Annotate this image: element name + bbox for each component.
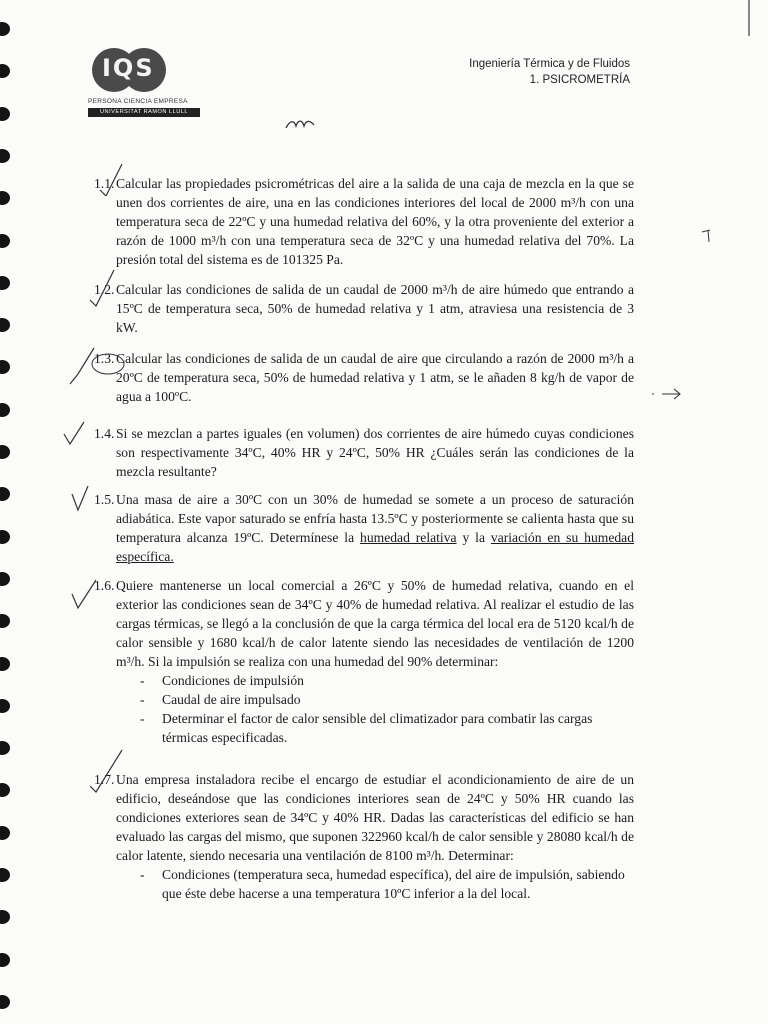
binding-hole bbox=[0, 995, 10, 1009]
binding-hole bbox=[0, 699, 10, 713]
binding-hole bbox=[0, 107, 10, 121]
check-mark-icon bbox=[70, 578, 98, 610]
iqs-logo-mark bbox=[92, 48, 166, 92]
check-mark-icon bbox=[62, 420, 86, 446]
underlined-specific-humidity: variación en su humedad específica. bbox=[116, 530, 635, 564]
binding-hole bbox=[0, 953, 10, 967]
problem-number: 1.1. bbox=[94, 176, 115, 191]
binding-hole bbox=[0, 360, 10, 374]
logo-mark-text: IQS bbox=[102, 54, 155, 82]
check-mark-icon bbox=[70, 484, 92, 512]
page-header bbox=[469, 56, 630, 88]
problem-text: Calcular las condiciones de salida de un caudal de 2000 m³/h de aire húmedo que entrando a 15ºC de temperatura seca, 50% de humedad relativa y 1 atm, atraviesa una resistencia de 3 kW. bbox=[116, 282, 634, 335]
problem-text: Calcular las propiedades psicrométricas del aire a la salida de una caja de mezcla en la que se unen dos corrientes de aire, una en las condiciones interiores del local de 2000 m³/h con una temperatura seca de 22ºC y una humedad relativa del 60%, y la otra proveniente del exterior a razón de 1000 m³/h con una temperatura seca de 32ºC y una humedad relativa del 70%. La presión total del sistema es de 101325 Pa. bbox=[116, 176, 634, 267]
problem-text: Calcular las condiciones de salida de un caudal de aire que circulando a razón de 2000 m³/h a 20ºC de temperatura seca, 50% de humedad relativa y 1 atm, se le añaden 8 kg/h de vapor de agua a 100ºC. bbox=[116, 351, 634, 404]
logo-tagline: PERSONA CIENCIA EMPRESA bbox=[88, 98, 188, 105]
check-mark-circled-icon bbox=[66, 344, 126, 390]
binding-hole bbox=[0, 614, 10, 628]
binding-hole bbox=[0, 910, 10, 924]
check-mark-icon bbox=[96, 162, 126, 196]
problem-1-7 bbox=[94, 770, 634, 903]
problem-text: Si se mezclan a partes iguales (en volumen) dos corrientes de aire húmedo cuyas condiciones son respectivamente 34ºC, 40% HR y 24ºC, 50% HR ¿Cuáles serán las condiciones de la mezcla resultante? bbox=[116, 426, 634, 479]
spiral-binding bbox=[0, 0, 16, 1024]
binding-hole bbox=[0, 826, 10, 840]
problem-1-5 bbox=[94, 490, 634, 566]
problem-1-4 bbox=[94, 424, 634, 481]
problem-number: 1.3. bbox=[94, 351, 115, 366]
check-mark-icon bbox=[86, 748, 126, 794]
problem-1-2 bbox=[94, 280, 634, 337]
binding-hole bbox=[0, 234, 10, 248]
underlined-relative-humidity: humedad relativa bbox=[360, 530, 457, 545]
binding-hole bbox=[0, 64, 10, 78]
binding-hole bbox=[0, 530, 10, 544]
logo-university: UNIVERSITAT RAMON LLULL bbox=[100, 109, 188, 115]
problem-1-6-list bbox=[94, 671, 634, 747]
binding-hole bbox=[0, 487, 10, 501]
problem-1-1 bbox=[94, 174, 634, 269]
problem-1-6 bbox=[94, 576, 634, 747]
list-item: - Condiciones (temperatura seca, humedad específica), del aire de impulsión, sabiendo que éste debe hacerse a una temperatura 10ºC inferior a la del local. bbox=[140, 865, 634, 903]
problem-number: 1.2. bbox=[94, 282, 115, 297]
problem-text: Una empresa instaladora recibe el encargo de estudiar el acondicionamiento de aire de un edificio, deseándose que las condiciones interiores sean de 24ºC y 50% HR cuando las condiciones exteriores sean de 34ºC y 40% HR. Dadas las características del edificio se han evaluado las cargas del mismo, que suponen 322960 kcal/h de calor sensible y 28080 kcal/h de calor latente, siendo necesaria una ventilación de 8100 m³/h. Determinar: bbox=[116, 772, 634, 863]
arrow-mark-icon bbox=[650, 386, 684, 402]
problem-number: 1.7. bbox=[94, 772, 115, 787]
problem-number: 1.5. bbox=[94, 492, 115, 507]
list-item: - Determinar el factor de calor sensible del climatizador para combatir las cargas térmicas especificadas. bbox=[140, 709, 634, 747]
problem-text: Quiere mantenerse un local comercial a 26ºC y 50% de humedad relativa, cuando en el exterior las condiciones sean de 34ºC y 40% de humedad relativa. Al realizar el estudio de las cargas térmicas, se llegó a la conclusión de que la carga térmica del local era de 5120 kcal/h de calor sensible y 1680 kcal/h de calor latente siendo las necesidades de ventilación de 1200 m³/h. Si la impulsión se realiza con una humedad del 90% determinar: bbox=[116, 578, 634, 669]
problem-text bbox=[116, 490, 634, 566]
handwritten-scribble bbox=[284, 116, 318, 132]
binding-hole bbox=[0, 318, 10, 332]
logo-university-bar bbox=[88, 108, 200, 117]
check-mark-icon bbox=[84, 268, 118, 308]
course-title: Ingeniería Térmica y de Fluidos bbox=[469, 58, 630, 70]
problem-1-3 bbox=[94, 349, 634, 406]
problem-number: 1.4. bbox=[94, 426, 115, 441]
problem-number: 1.6. bbox=[94, 578, 115, 593]
binding-hole bbox=[0, 783, 10, 797]
binding-hole bbox=[0, 741, 10, 755]
list-item: - Caudal de aire impulsado bbox=[140, 690, 634, 709]
binding-hole bbox=[0, 403, 10, 417]
page-edge-mark bbox=[748, 0, 750, 36]
problem-text-mid: y la bbox=[456, 530, 491, 545]
topic-title: 1. PSICROMETRÍA bbox=[529, 74, 630, 86]
binding-hole bbox=[0, 191, 10, 205]
binding-hole bbox=[0, 445, 10, 459]
margin-mark bbox=[700, 228, 714, 244]
binding-hole bbox=[0, 657, 10, 671]
binding-hole bbox=[0, 572, 10, 586]
binding-hole bbox=[0, 868, 10, 882]
binding-hole bbox=[0, 22, 10, 36]
problem-1-7-list bbox=[94, 865, 634, 903]
binding-hole bbox=[0, 149, 10, 163]
problem-text-main: Una masa de aire a 30ºC con un 30% de humedad se somete a un proceso de saturación adiabática. Este vapor saturado se enfría hasta 13.5ºC y posteriormente se calienta hasta que su temperatura alcanza 19ºC. Determínese la bbox=[116, 492, 634, 545]
iqs-logo bbox=[88, 48, 200, 120]
list-item: - Condiciones de impulsión bbox=[140, 671, 634, 690]
binding-hole bbox=[0, 276, 10, 290]
